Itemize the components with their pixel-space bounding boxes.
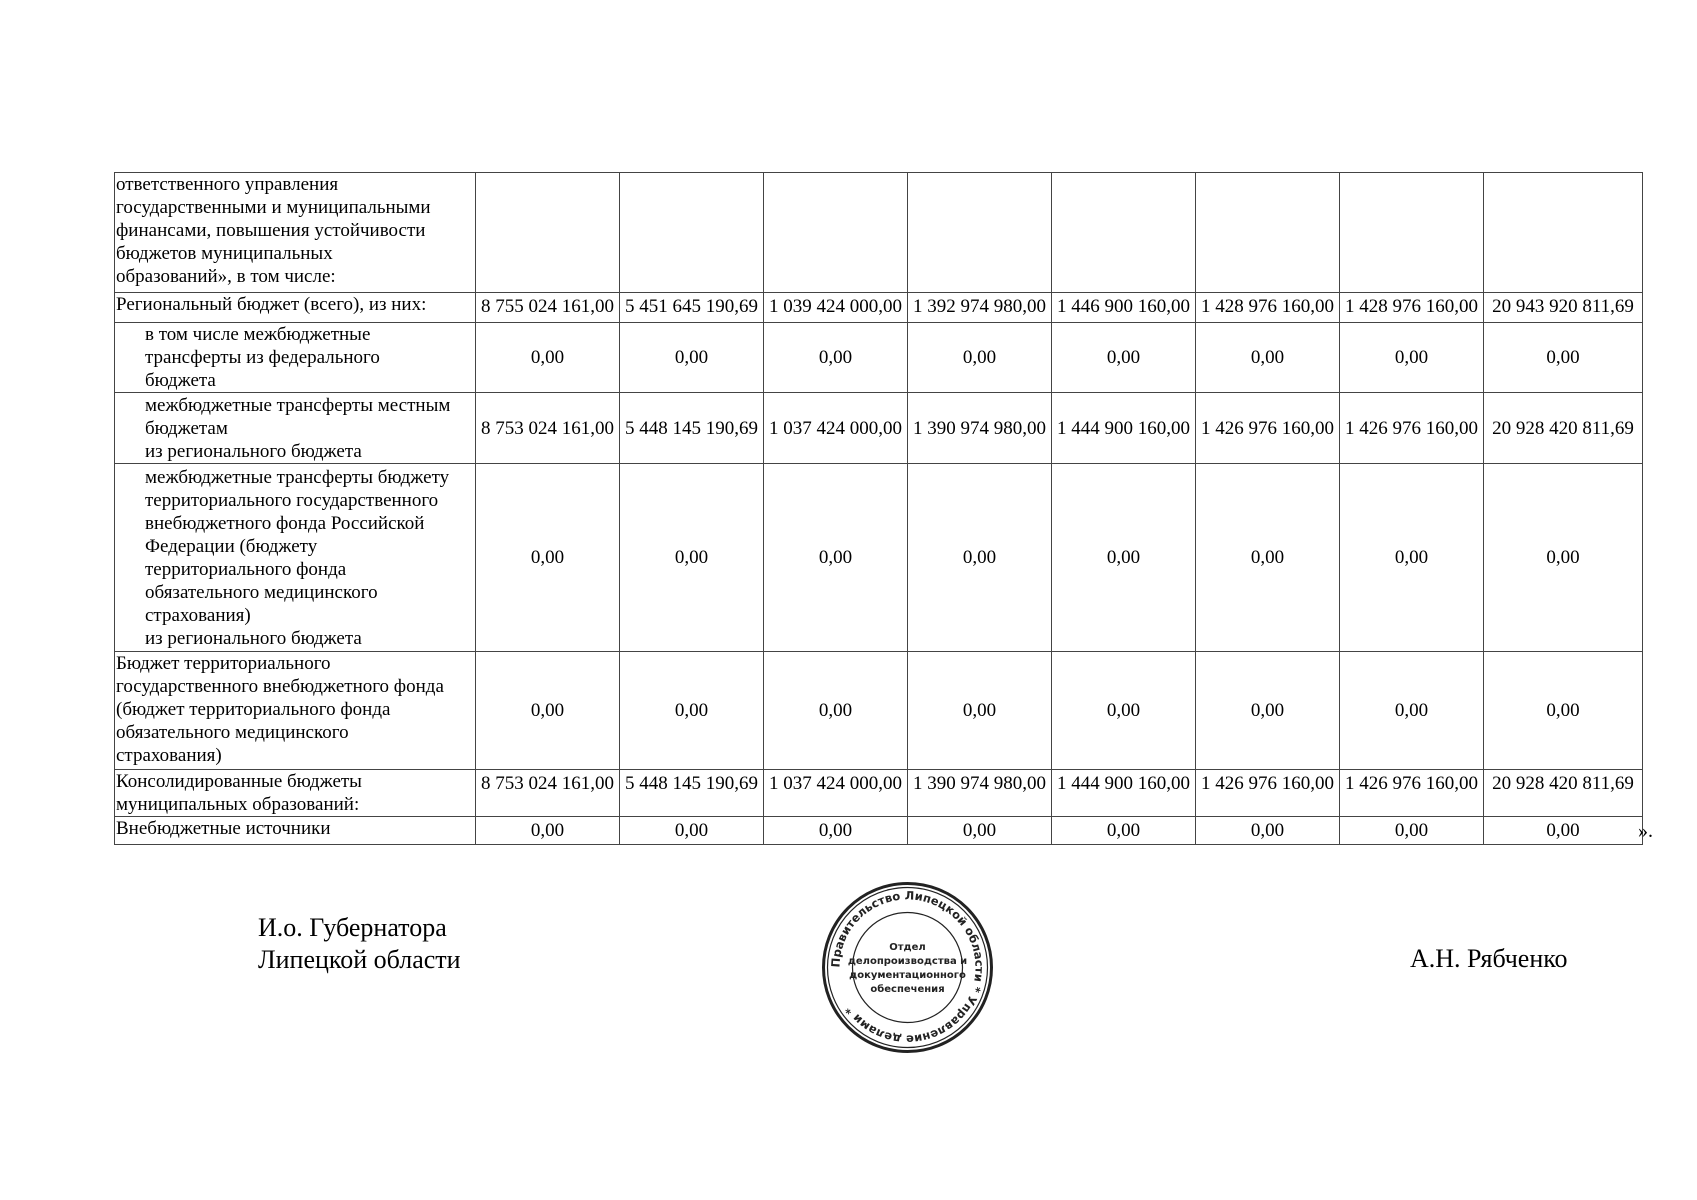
row-label: Консолидированные бюджеты муниципальных образований: — [115, 770, 476, 817]
table-row — [115, 817, 1643, 845]
row-value: 1 392 974 980,00 — [908, 293, 1052, 323]
row-value: 5 448 145 190,69 — [620, 393, 764, 464]
row-value: 0,00 — [1340, 652, 1484, 770]
signatory-name: А.Н. Рябченко — [1410, 944, 1568, 973]
row-value — [908, 173, 1052, 293]
row-value: 1 428 976 160,00 — [1340, 293, 1484, 323]
row-value: 0,00 — [476, 464, 620, 652]
table-row — [115, 173, 1643, 293]
row-value: 0,00 — [1196, 652, 1340, 770]
row-value: 8 753 024 161,00 — [476, 770, 620, 817]
row-value: 1 037 424 000,00 — [764, 770, 908, 817]
row-value: 0,00 — [620, 464, 764, 652]
seal-center-line: обеспечения — [870, 984, 945, 995]
table-row — [115, 770, 1643, 817]
row-value: 20 943 920 811,69 — [1484, 293, 1643, 323]
row-value: 8 755 024 161,00 — [476, 293, 620, 323]
row-value: 0,00 — [476, 817, 620, 845]
row-value: 0,00 — [1196, 817, 1340, 845]
table-row — [115, 464, 1643, 652]
row-value: 0,00 — [1052, 817, 1196, 845]
row-value: 20 928 420 811,69 — [1484, 770, 1643, 817]
row-value: 0,00 — [908, 323, 1052, 393]
row-value: 0,00 — [1340, 817, 1484, 845]
row-value: 0,00 — [1484, 464, 1643, 652]
closing-quote: ». — [1638, 820, 1653, 842]
row-value: 0,00 — [620, 323, 764, 393]
row-value — [1196, 173, 1340, 293]
position-line-2: Липецкой области — [258, 945, 461, 974]
row-value — [1484, 173, 1643, 293]
row-value: 20 928 420 811,69 — [1484, 393, 1643, 464]
seal-center-line: документационного — [849, 970, 966, 981]
row-value: 1 446 900 160,00 — [1052, 293, 1196, 323]
row-value: 0,00 — [1340, 323, 1484, 393]
row-value: 1 039 424 000,00 — [764, 293, 908, 323]
seal-center-line: Отдел — [889, 942, 926, 953]
table-row — [115, 293, 1643, 323]
table-row — [115, 393, 1643, 464]
row-value: 5 451 645 190,69 — [620, 293, 764, 323]
row-value: 0,00 — [908, 817, 1052, 845]
row-value: 1 444 900 160,00 — [1052, 770, 1196, 817]
row-value: 1 444 900 160,00 — [1052, 393, 1196, 464]
official-seal — [820, 880, 995, 1055]
row-value: 1 037 424 000,00 — [764, 393, 908, 464]
row-label: Региональный бюджет (всего), из них: — [115, 293, 476, 323]
row-value: 1 426 976 160,00 — [1196, 770, 1340, 817]
row-value: 0,00 — [908, 464, 1052, 652]
row-value: 1 426 976 160,00 — [1340, 770, 1484, 817]
row-value — [1340, 173, 1484, 293]
row-value: 0,00 — [1340, 464, 1484, 652]
row-value — [620, 173, 764, 293]
row-value: 0,00 — [620, 817, 764, 845]
row-value: 0,00 — [1484, 652, 1643, 770]
row-value: 0,00 — [764, 323, 908, 393]
row-value: 0,00 — [476, 323, 620, 393]
row-value: 0,00 — [1052, 464, 1196, 652]
table-row — [115, 652, 1643, 770]
row-value: 0,00 — [1484, 323, 1643, 393]
row-value: 1 390 974 980,00 — [908, 393, 1052, 464]
row-value — [476, 173, 620, 293]
position-line-1: И.о. Губернатора — [258, 913, 447, 942]
row-value: 1 426 976 160,00 — [1196, 393, 1340, 464]
row-value: 8 753 024 161,00 — [476, 393, 620, 464]
row-value: 0,00 — [764, 464, 908, 652]
row-value: 1 426 976 160,00 — [1340, 393, 1484, 464]
row-value: 0,00 — [1052, 323, 1196, 393]
row-value: 0,00 — [1196, 323, 1340, 393]
row-value: 0,00 — [620, 652, 764, 770]
row-value — [764, 173, 908, 293]
row-label: в том числе межбюджетные трансферты из федерального бюджета — [115, 323, 476, 393]
row-label: ответственного управления государственными и муниципальными финансами, повышения устойчивости бюджетов муниципальных образований», в том числе: — [115, 173, 476, 293]
row-label: межбюджетные трансферты бюджету территориального государственного внебюджетного фонда Российской Федерации (бюджету территориального фонда обязательного медицинского страхования) из регионального бюджета — [115, 464, 476, 652]
row-label: межбюджетные трансферты местным бюджетам из регионального бюджета — [115, 393, 476, 464]
row-value: 5 448 145 190,69 — [620, 770, 764, 817]
row-value: 1 428 976 160,00 — [1196, 293, 1340, 323]
seal-ring-text: Правительство Липецкой области * Управление делами * — [828, 888, 987, 1047]
row-label: Бюджет территориального государственного внебюджетного фонда (бюджет территориального фонда обязательного медицинского страхования) — [115, 652, 476, 770]
budget-table — [114, 172, 1643, 845]
seal-center-line: делопроизводства и — [847, 956, 968, 967]
row-value: 0,00 — [1484, 817, 1643, 845]
row-value: 0,00 — [764, 652, 908, 770]
signatory-position — [258, 912, 461, 976]
row-value: 0,00 — [1196, 464, 1340, 652]
row-value: 1 390 974 980,00 — [908, 770, 1052, 817]
row-label: Внебюджетные источники — [115, 817, 476, 845]
table-row — [115, 323, 1643, 393]
row-value: 0,00 — [764, 817, 908, 845]
row-value — [1052, 173, 1196, 293]
row-value: 0,00 — [908, 652, 1052, 770]
row-value: 0,00 — [476, 652, 620, 770]
row-value: 0,00 — [1052, 652, 1196, 770]
